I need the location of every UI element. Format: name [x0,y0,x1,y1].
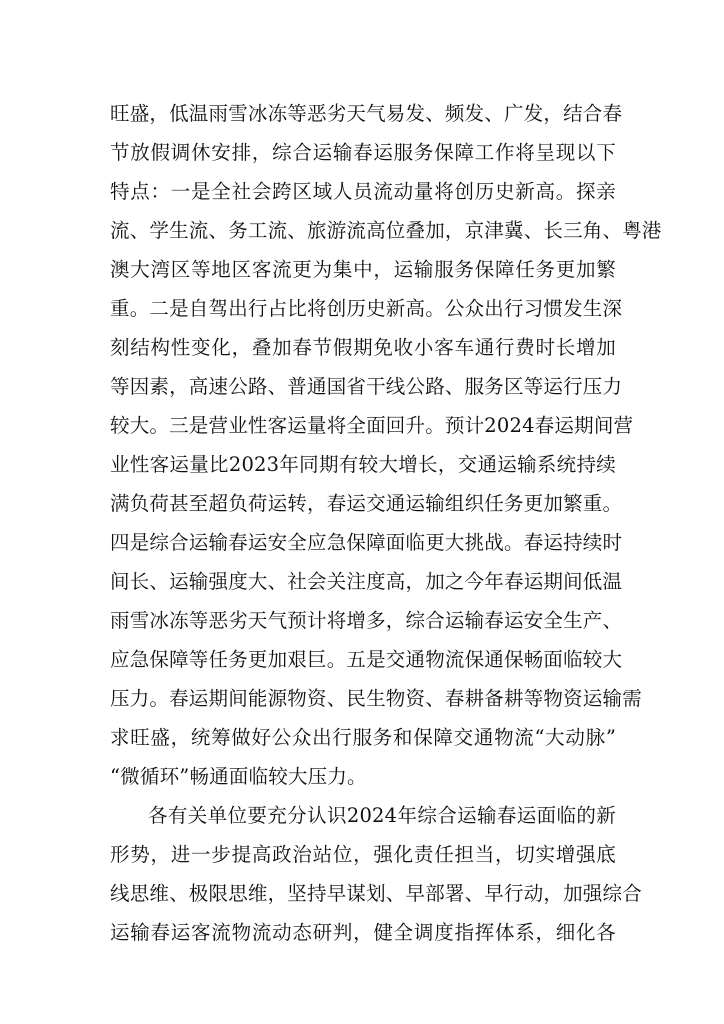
text-line-17: 求旺盛，统筹做好公众出行服务和保障交通物流“大动脉” [110,726,616,749]
text-line-15: 应急保障等任务更加艰巨。五是交通物流保通保畅面临较大 [110,648,623,671]
text-line-16: 压力。春运期间能源物资、民生物资、春耕备耕等物资运输需 [110,687,642,710]
text-line-22: 运输春运客流物流动态研判，健全调度指挥体系，细化各 [110,921,616,944]
text-line-5: 澳大湾区等地区客流更为集中，运输服务保障任务更加繁 [110,258,616,281]
text-line-12: 四是综合运输春运安全应急保障面临更大挑战。春运持续时 [110,531,623,554]
text-line-8: 等因素，高速公路、普通国省干线公路、服务区等运行压力 [110,375,623,398]
text-line-11: 满负荷甚至超负荷运转，春运交通运输组织任务更加繁重。 [110,492,623,515]
text-line-4: 流、学生流、务工流、旅游流高位叠加，京津冀、长三角、粤港 [110,219,662,242]
text-line-20: 形势，进一步提高政治站位，强化责任担当，切实增强底 [110,843,616,866]
text-line-6: 重。二是自驾出行占比将创历史新高。公众出行习惯发生深 [110,297,623,320]
text-line-14: 雨雪冰冻等恶劣天气预计将增多，综合运输春运安全生产、 [110,609,623,632]
text-line-21: 线思维、极限思维，坚持早谋划、早部署、早行动，加强综合 [110,882,642,905]
text-line-19: 各有关单位要充分认识2024年综合运输春运面临的新 [148,804,616,827]
text-line-18: “微循环”畅通面临较大压力。 [110,765,367,788]
text-line-9: 较大。三是营业性客运量将全面回升。预计2024春运期间营 [110,414,634,437]
text-line-2: 节放假调休安排，综合运输春运服务保障工作将呈现以下 [110,141,616,164]
text-line-3: 特点：一是全社会跨区域人员流动量将创历史新高。探亲 [110,180,616,203]
text-line-13: 间长、运输强度大、社会关注度高，加之今年春运期间低温 [110,570,623,593]
text-line-10: 业性客运量比2023年同期有较大增长，交通运输系统持续 [110,453,616,476]
text-line-1: 旺盛，低温雨雪冰冻等恶劣天气易发、频发、广发，结合春 [110,102,623,125]
text-line-7: 刻结构性变化，叠加春节假期免收小客车通行费时长增加 [110,336,616,359]
